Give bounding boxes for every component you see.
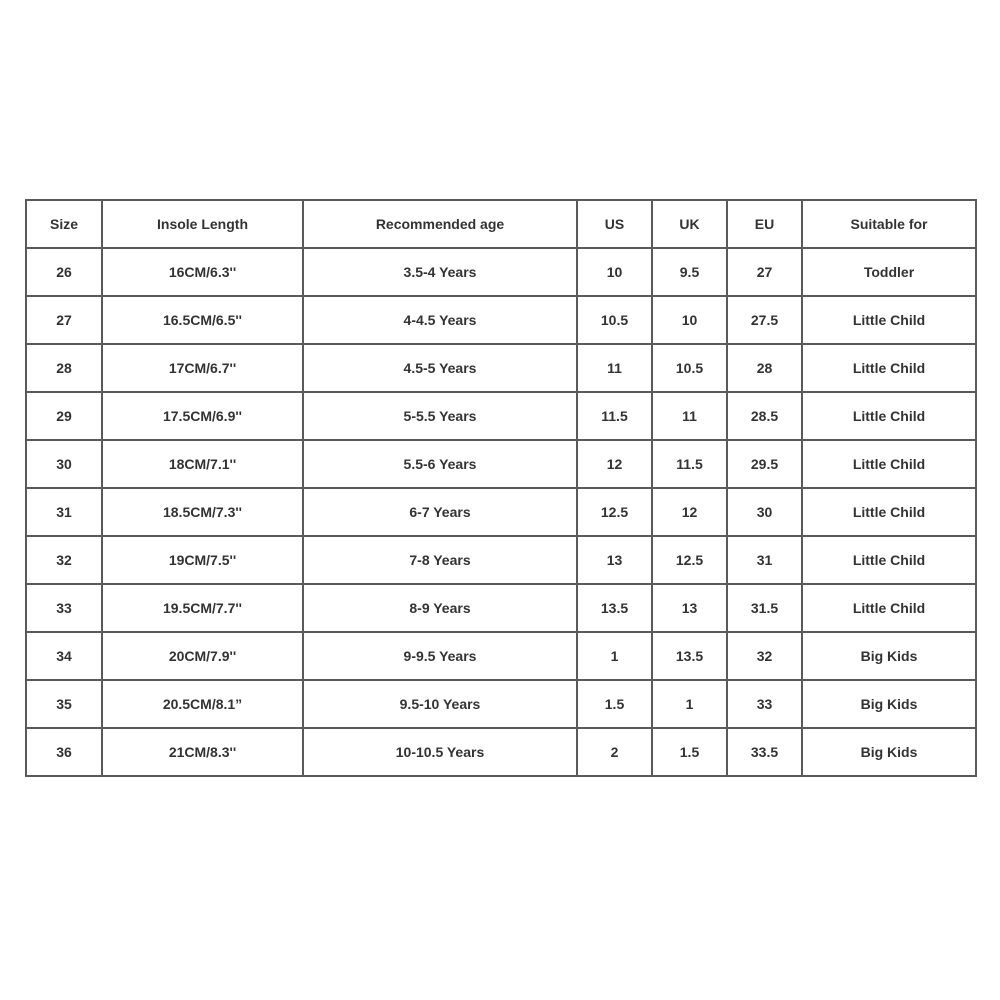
- cell-uk: 10: [652, 296, 727, 344]
- table-row: [26, 440, 976, 488]
- cell-us: 10: [577, 248, 652, 296]
- cell-recommended-age: 4.5-5 Years: [303, 344, 577, 392]
- cell-uk: 13: [652, 584, 727, 632]
- cell-us: 1: [577, 632, 652, 680]
- cell-insole-length: 17CM/6.7'': [102, 344, 303, 392]
- cell-insole-length: 20.5CM/8.1”: [102, 680, 303, 728]
- cell-recommended-age: 6-7 Years: [303, 488, 577, 536]
- table-header-row: [26, 200, 976, 248]
- cell-uk: 1: [652, 680, 727, 728]
- cell-eu: 31.5: [727, 584, 802, 632]
- cell-us: 2: [577, 728, 652, 776]
- table-row: [26, 488, 976, 536]
- cell-suitable-for: Little Child: [802, 392, 976, 440]
- size-chart-table: [25, 199, 977, 777]
- cell-eu: 30: [727, 488, 802, 536]
- cell-size: 34: [26, 632, 102, 680]
- cell-eu: 31: [727, 536, 802, 584]
- cell-suitable-for: Little Child: [802, 584, 976, 632]
- table-row: [26, 728, 976, 776]
- cell-suitable-for: Little Child: [802, 536, 976, 584]
- cell-insole-length: 19.5CM/7.7'': [102, 584, 303, 632]
- cell-uk: 12.5: [652, 536, 727, 584]
- cell-recommended-age: 4-4.5 Years: [303, 296, 577, 344]
- cell-eu: 28: [727, 344, 802, 392]
- header-suitable-for: Suitable for: [802, 200, 976, 248]
- cell-uk: 10.5: [652, 344, 727, 392]
- cell-us: 10.5: [577, 296, 652, 344]
- cell-insole-length: 18.5CM/7.3'': [102, 488, 303, 536]
- cell-size: 36: [26, 728, 102, 776]
- cell-eu: 29.5: [727, 440, 802, 488]
- header-recommended-age: Recommended age: [303, 200, 577, 248]
- cell-size: 33: [26, 584, 102, 632]
- cell-recommended-age: 9.5-10 Years: [303, 680, 577, 728]
- table-row: [26, 632, 976, 680]
- cell-suitable-for: Little Child: [802, 296, 976, 344]
- cell-recommended-age: 10-10.5 Years: [303, 728, 577, 776]
- cell-suitable-for: Toddler: [802, 248, 976, 296]
- cell-suitable-for: Big Kids: [802, 680, 976, 728]
- table-row: [26, 296, 976, 344]
- cell-eu: 27: [727, 248, 802, 296]
- cell-insole-length: 16.5CM/6.5'': [102, 296, 303, 344]
- cell-insole-length: 19CM/7.5'': [102, 536, 303, 584]
- cell-insole-length: 17.5CM/6.9'': [102, 392, 303, 440]
- cell-eu: 32: [727, 632, 802, 680]
- cell-us: 12: [577, 440, 652, 488]
- cell-suitable-for: Big Kids: [802, 632, 976, 680]
- header-us: US: [577, 200, 652, 248]
- cell-eu: 33.5: [727, 728, 802, 776]
- cell-uk: 11.5: [652, 440, 727, 488]
- cell-recommended-age: 8-9 Years: [303, 584, 577, 632]
- cell-eu: 28.5: [727, 392, 802, 440]
- cell-recommended-age: 5.5-6 Years: [303, 440, 577, 488]
- cell-uk: 9.5: [652, 248, 727, 296]
- cell-uk: 1.5: [652, 728, 727, 776]
- cell-us: 1.5: [577, 680, 652, 728]
- cell-uk: 13.5: [652, 632, 727, 680]
- table-row: [26, 344, 976, 392]
- header-size: Size: [26, 200, 102, 248]
- cell-suitable-for: Little Child: [802, 344, 976, 392]
- cell-suitable-for: Little Child: [802, 440, 976, 488]
- cell-insole-length: 21CM/8.3'': [102, 728, 303, 776]
- cell-size: 35: [26, 680, 102, 728]
- table-row: [26, 392, 976, 440]
- cell-size: 27: [26, 296, 102, 344]
- cell-us: 11.5: [577, 392, 652, 440]
- header-eu: EU: [727, 200, 802, 248]
- cell-eu: 33: [727, 680, 802, 728]
- header-uk: UK: [652, 200, 727, 248]
- cell-eu: 27.5: [727, 296, 802, 344]
- cell-size: 26: [26, 248, 102, 296]
- cell-us: 12.5: [577, 488, 652, 536]
- cell-insole-length: 20CM/7.9'': [102, 632, 303, 680]
- cell-uk: 12: [652, 488, 727, 536]
- cell-suitable-for: Little Child: [802, 488, 976, 536]
- cell-size: 28: [26, 344, 102, 392]
- table-row: [26, 536, 976, 584]
- cell-uk: 11: [652, 392, 727, 440]
- header-insole-length: Insole Length: [102, 200, 303, 248]
- cell-us: 13: [577, 536, 652, 584]
- cell-recommended-age: 5-5.5 Years: [303, 392, 577, 440]
- cell-size: 30: [26, 440, 102, 488]
- cell-suitable-for: Big Kids: [802, 728, 976, 776]
- cell-size: 31: [26, 488, 102, 536]
- cell-recommended-age: 9-9.5 Years: [303, 632, 577, 680]
- table-row: [26, 680, 976, 728]
- cell-recommended-age: 3.5-4 Years: [303, 248, 577, 296]
- cell-size: 29: [26, 392, 102, 440]
- cell-us: 13.5: [577, 584, 652, 632]
- cell-recommended-age: 7-8 Years: [303, 536, 577, 584]
- cell-insole-length: 16CM/6.3'': [102, 248, 303, 296]
- table-row: [26, 584, 976, 632]
- cell-insole-length: 18CM/7.1'': [102, 440, 303, 488]
- cell-us: 11: [577, 344, 652, 392]
- cell-size: 32: [26, 536, 102, 584]
- table-row: [26, 248, 976, 296]
